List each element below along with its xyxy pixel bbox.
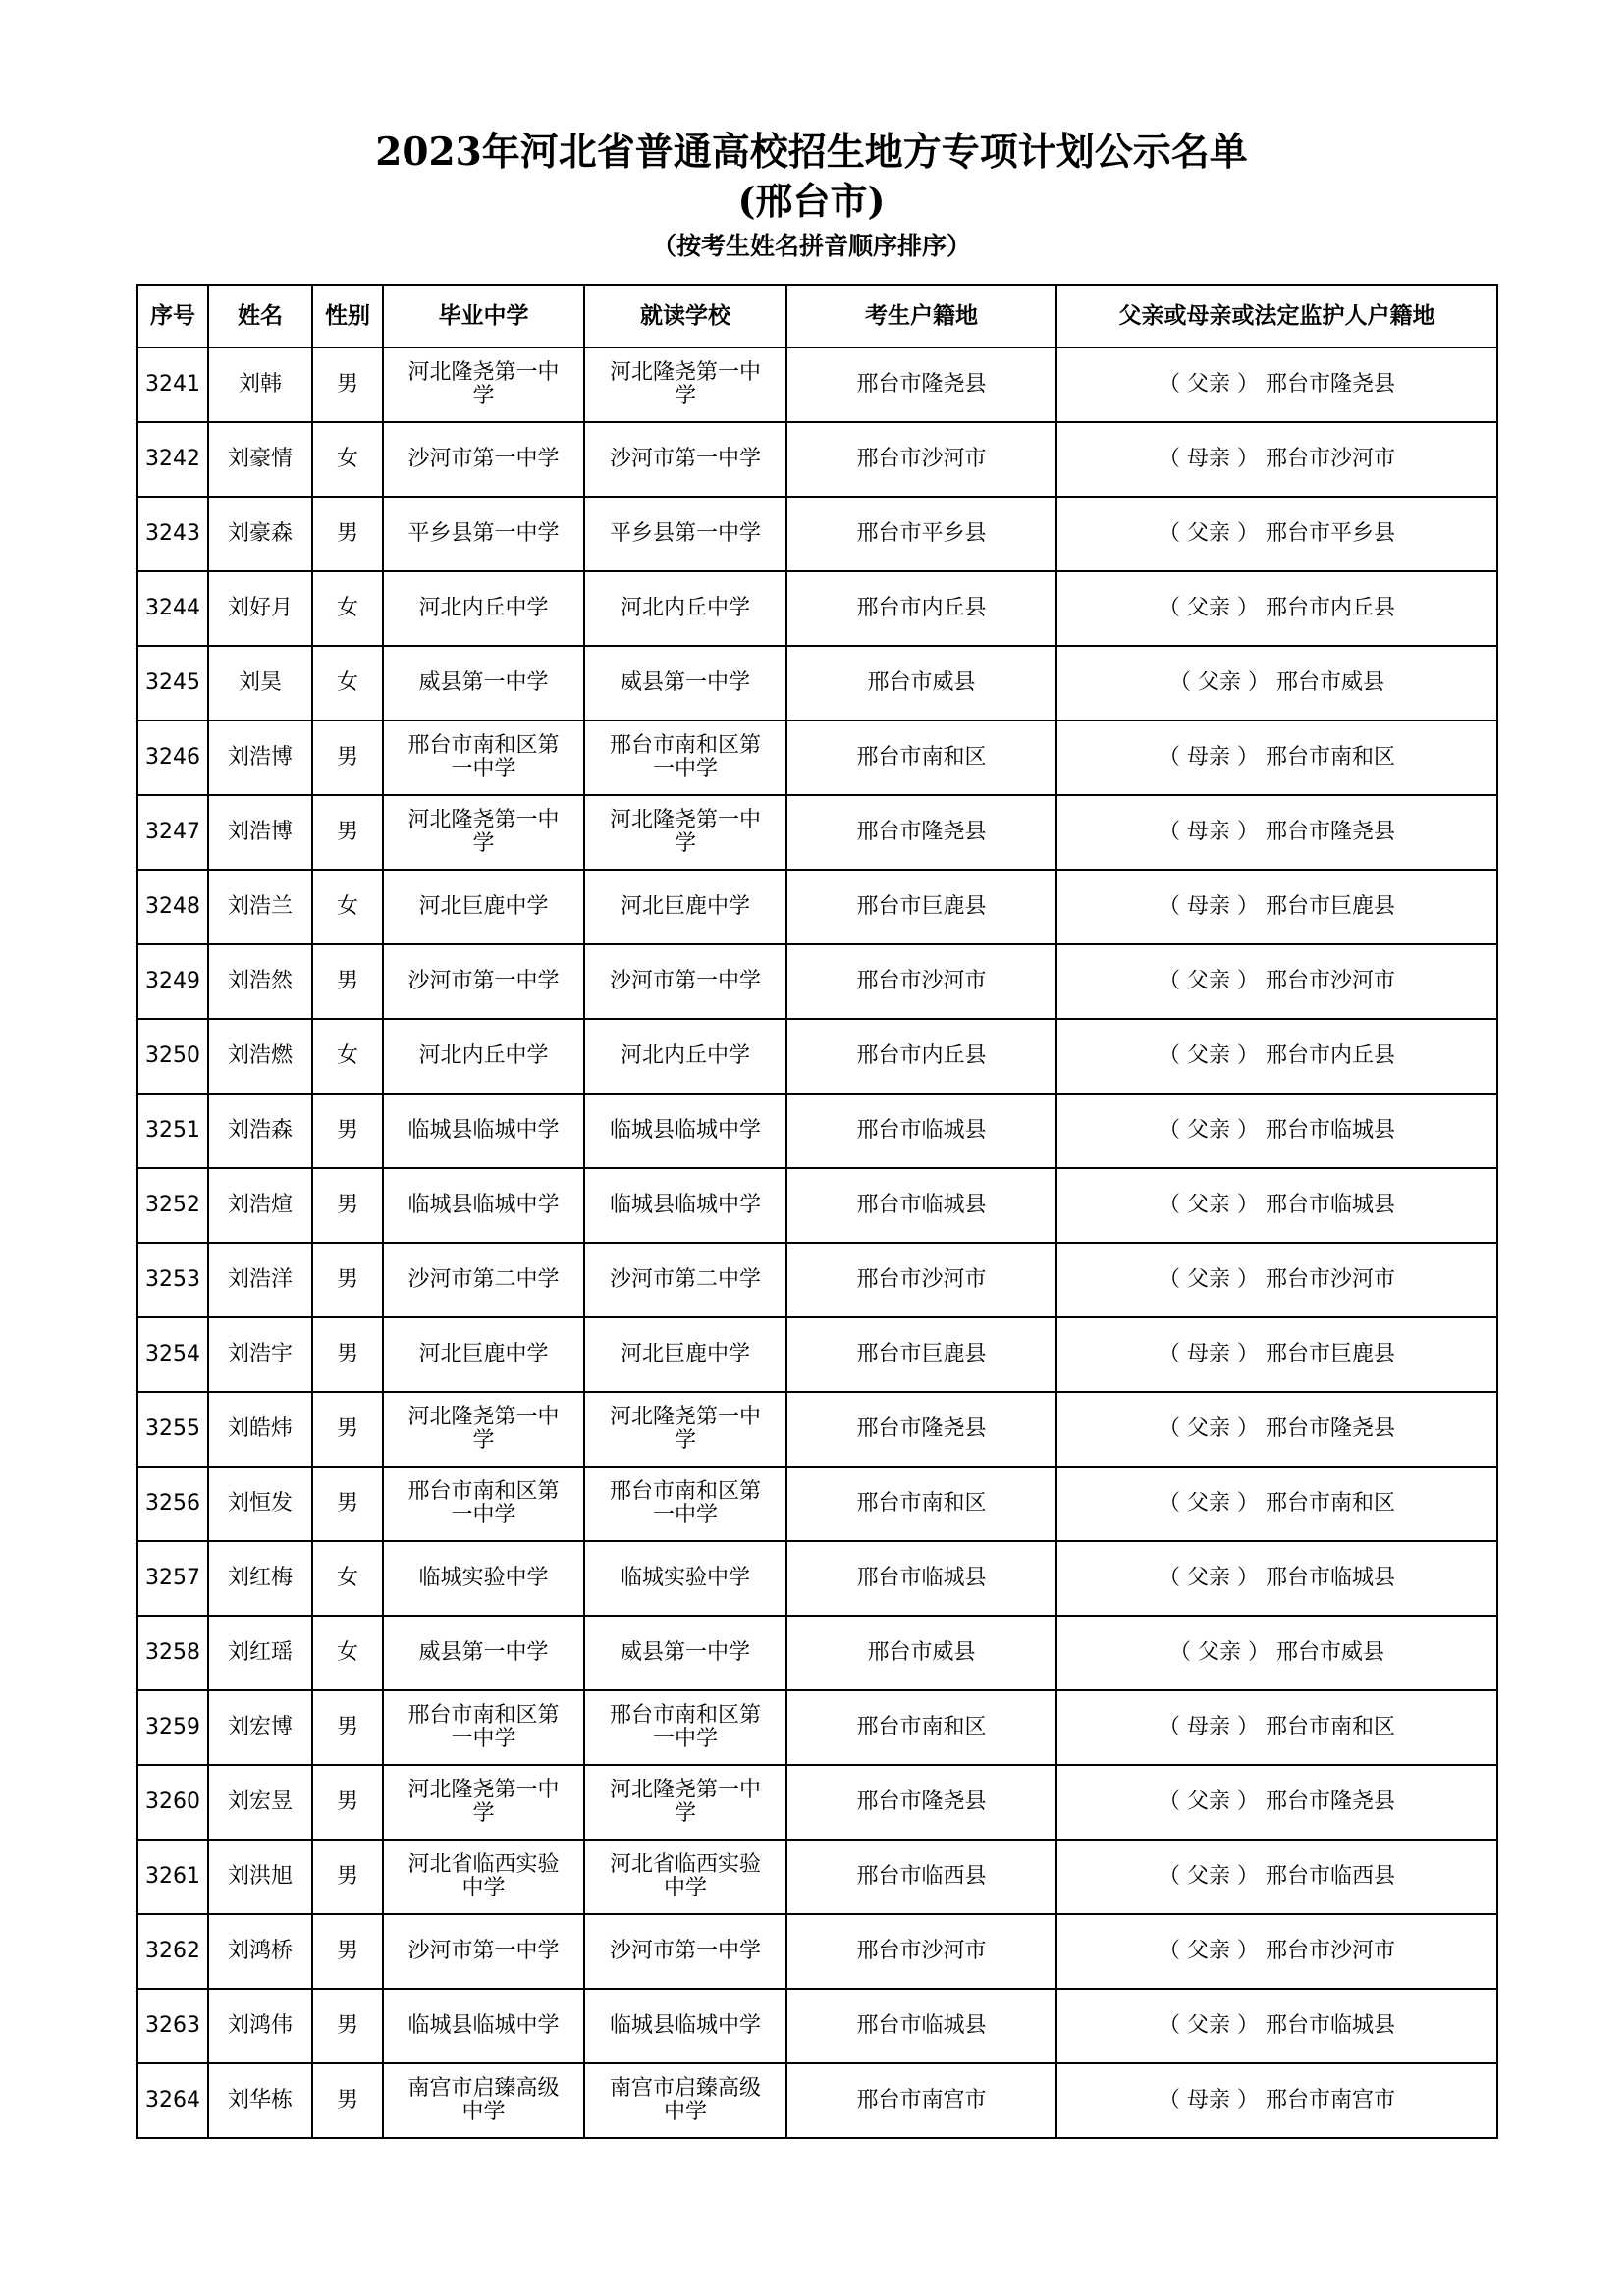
cell-index: 3252 xyxy=(137,1168,208,1243)
page-title: 2023年河北省普通高校招生地方专项计划公示名单 xyxy=(375,130,1248,175)
cell-name: 刘华栋 xyxy=(208,2063,312,2138)
cell-guardian-registration: （ 母亲 ） 邢台市南和区 xyxy=(1056,1690,1497,1765)
cell-household-registration: 邢台市南宫市 xyxy=(786,2063,1056,2138)
column-current-school-header: 就读学校 xyxy=(584,285,786,347)
cell-name: 刘红梅 xyxy=(208,1541,312,1616)
cell-current-school xyxy=(584,1467,786,1541)
cell-index: 3250 xyxy=(137,1019,208,1094)
cell-graduated-school xyxy=(383,422,584,497)
cell-household-registration: 邢台市隆尧县 xyxy=(786,347,1056,422)
cell-current-school xyxy=(584,2063,786,2138)
school-name: 邢台市南和区第一中学 xyxy=(609,733,761,781)
cell-name: 刘浩燃 xyxy=(208,1019,312,1094)
school-name: 河北巨鹿中学 xyxy=(620,894,750,919)
table-row xyxy=(137,497,1497,571)
cell-graduated-school xyxy=(383,1019,584,1094)
cell-household-registration: 邢台市南和区 xyxy=(786,1690,1056,1765)
table-row xyxy=(137,1467,1497,1541)
school-name: 河北隆尧第一中学 xyxy=(609,808,761,856)
table-row xyxy=(137,347,1497,422)
cell-gender: 男 xyxy=(312,1989,383,2063)
cell-name: 刘好月 xyxy=(208,571,312,646)
table-row xyxy=(137,1094,1497,1168)
school-name: 临城县临城中学 xyxy=(609,2013,761,2038)
cell-household-registration: 邢台市南和区 xyxy=(786,721,1056,795)
column-index-header: 序号 xyxy=(137,285,208,347)
cell-name: 刘浩兰 xyxy=(208,870,312,944)
cell-name: 刘韩 xyxy=(208,347,312,422)
cell-gender: 女 xyxy=(312,422,383,497)
cell-gender: 男 xyxy=(312,497,383,571)
school-name: 河北巨鹿中学 xyxy=(620,1342,750,1366)
cell-household-registration: 邢台市沙河市 xyxy=(786,1243,1056,1317)
cell-household-registration: 邢台市南和区 xyxy=(786,1467,1056,1541)
column-name-header: 姓名 xyxy=(208,285,312,347)
cell-graduated-school xyxy=(383,1989,584,2063)
cell-index: 3256 xyxy=(137,1467,208,1541)
cell-graduated-school xyxy=(383,1243,584,1317)
table-row xyxy=(137,1392,1497,1467)
cell-current-school xyxy=(584,1392,786,1467)
cell-name: 刘浩然 xyxy=(208,944,312,1019)
school-name: 沙河市第一中学 xyxy=(407,447,560,471)
cell-gender: 男 xyxy=(312,2063,383,2138)
cell-gender: 男 xyxy=(312,944,383,1019)
school-name: 临城县临城中学 xyxy=(609,1118,761,1143)
cell-current-school xyxy=(584,944,786,1019)
cell-gender: 女 xyxy=(312,1541,383,1616)
cell-graduated-school xyxy=(383,646,584,721)
cell-gender: 男 xyxy=(312,1168,383,1243)
cell-household-registration: 邢台市临城县 xyxy=(786,1094,1056,1168)
school-name: 威县第一中学 xyxy=(620,670,750,695)
cell-guardian-registration: （ 父亲 ） 邢台市平乡县 xyxy=(1056,497,1497,571)
school-name: 邢台市南和区第一中学 xyxy=(407,1479,560,1527)
cell-guardian-registration: （ 父亲 ） 邢台市内丘县 xyxy=(1056,1019,1497,1094)
cell-household-registration: 邢台市隆尧县 xyxy=(786,795,1056,870)
cell-guardian-registration: （ 父亲 ） 邢台市隆尧县 xyxy=(1056,1392,1497,1467)
cell-guardian-registration: （ 母亲 ） 邢台市南宫市 xyxy=(1056,2063,1497,2138)
table-row xyxy=(137,870,1497,944)
cell-graduated-school xyxy=(383,1467,584,1541)
cell-household-registration: 邢台市巨鹿县 xyxy=(786,1317,1056,1392)
cell-graduated-school xyxy=(383,497,584,571)
cell-guardian-registration: （ 父亲 ） 邢台市沙河市 xyxy=(1056,944,1497,1019)
cell-index: 3260 xyxy=(137,1765,208,1840)
cell-index: 3246 xyxy=(137,721,208,795)
cell-gender: 女 xyxy=(312,1616,383,1690)
table-row xyxy=(137,721,1497,795)
school-name: 邢台市南和区第一中学 xyxy=(609,1703,761,1751)
cell-graduated-school xyxy=(383,1541,584,1616)
sort-note: （按考生姓名拼音顺序排序） xyxy=(651,232,971,260)
cell-guardian-registration: （ 父亲 ） 邢台市临城县 xyxy=(1056,1989,1497,2063)
cell-name: 刘浩博 xyxy=(208,795,312,870)
school-name: 邢台市南和区第一中学 xyxy=(609,1479,761,1527)
cell-guardian-registration: （ 母亲 ） 邢台市隆尧县 xyxy=(1056,795,1497,870)
cell-graduated-school xyxy=(383,1765,584,1840)
school-name: 临城县临城中学 xyxy=(407,1118,560,1143)
cell-guardian-registration: （ 母亲 ） 邢台市巨鹿县 xyxy=(1056,1317,1497,1392)
school-name: 南宫市启臻高级中学 xyxy=(609,2076,761,2124)
table-row xyxy=(137,1989,1497,2063)
cell-current-school xyxy=(584,1019,786,1094)
cell-current-school xyxy=(584,347,786,422)
cell-current-school xyxy=(584,1765,786,1840)
cell-current-school xyxy=(584,1616,786,1690)
school-name: 沙河市第一中学 xyxy=(609,447,761,471)
cell-household-registration: 邢台市临城县 xyxy=(786,1989,1056,2063)
cell-name: 刘宏昱 xyxy=(208,1765,312,1840)
table-row xyxy=(137,1019,1497,1094)
cell-current-school xyxy=(584,1840,786,1914)
cell-current-school xyxy=(584,422,786,497)
cell-household-registration: 邢台市隆尧县 xyxy=(786,1765,1056,1840)
cell-household-registration: 邢台市沙河市 xyxy=(786,422,1056,497)
school-name: 河北隆尧第一中学 xyxy=(407,1405,560,1453)
cell-graduated-school xyxy=(383,571,584,646)
table-row xyxy=(137,1765,1497,1840)
cell-index: 3241 xyxy=(137,347,208,422)
cell-current-school xyxy=(584,1243,786,1317)
school-name: 沙河市第一中学 xyxy=(407,1939,560,1963)
cell-graduated-school xyxy=(383,1317,584,1392)
school-name: 邢台市南和区第一中学 xyxy=(407,733,560,781)
column-graduated-school-header: 毕业中学 xyxy=(383,285,584,347)
cell-gender: 男 xyxy=(312,1914,383,1989)
table-row xyxy=(137,1616,1497,1690)
cell-current-school xyxy=(584,1541,786,1616)
cell-index: 3251 xyxy=(137,1094,208,1168)
cell-name: 刘昊 xyxy=(208,646,312,721)
cell-graduated-school xyxy=(383,1094,584,1168)
cell-graduated-school xyxy=(383,870,584,944)
school-name: 河北隆尧第一中学 xyxy=(609,1778,761,1826)
school-name: 平乡县第一中学 xyxy=(407,521,560,546)
table-row xyxy=(137,1541,1497,1616)
cell-household-registration: 邢台市内丘县 xyxy=(786,571,1056,646)
cell-gender: 女 xyxy=(312,571,383,646)
table-row xyxy=(137,571,1497,646)
school-name: 临城实验中学 xyxy=(620,1566,750,1590)
cell-gender: 男 xyxy=(312,1243,383,1317)
cell-current-school xyxy=(584,497,786,571)
cell-gender: 男 xyxy=(312,1317,383,1392)
cell-current-school xyxy=(584,870,786,944)
cell-guardian-registration: （ 父亲 ） 邢台市临城县 xyxy=(1056,1541,1497,1616)
cell-current-school xyxy=(584,1094,786,1168)
cell-index: 3259 xyxy=(137,1690,208,1765)
cell-current-school xyxy=(584,721,786,795)
cell-gender: 男 xyxy=(312,795,383,870)
cell-household-registration: 邢台市威县 xyxy=(786,1616,1056,1690)
cell-index: 3253 xyxy=(137,1243,208,1317)
cell-household-registration: 邢台市临西县 xyxy=(786,1840,1056,1914)
cell-gender: 男 xyxy=(312,1690,383,1765)
cell-guardian-registration: （ 父亲 ） 邢台市沙河市 xyxy=(1056,1243,1497,1317)
cell-gender: 男 xyxy=(312,1392,383,1467)
school-name: 河北隆尧第一中学 xyxy=(407,360,560,408)
school-name: 河北隆尧第一中学 xyxy=(609,360,761,408)
school-name: 河北内丘中学 xyxy=(620,1043,750,1068)
cell-guardian-registration: （ 母亲 ） 邢台市沙河市 xyxy=(1056,422,1497,497)
cell-guardian-registration: （ 父亲 ） 邢台市隆尧县 xyxy=(1056,347,1497,422)
cell-household-registration: 邢台市平乡县 xyxy=(786,497,1056,571)
cell-name: 刘洪旭 xyxy=(208,1840,312,1914)
table-row xyxy=(137,1243,1497,1317)
cell-graduated-school xyxy=(383,1914,584,1989)
header-row xyxy=(137,285,1497,347)
table-row xyxy=(137,1168,1497,1243)
school-name: 沙河市第二中学 xyxy=(609,1267,761,1292)
cell-gender: 女 xyxy=(312,870,383,944)
cell-guardian-registration: （ 母亲 ） 邢台市南和区 xyxy=(1056,721,1497,795)
school-name: 河北隆尧第一中学 xyxy=(407,808,560,856)
school-name: 河北内丘中学 xyxy=(418,596,549,620)
cell-guardian-registration: （ 父亲 ） 邢台市威县 xyxy=(1056,1616,1497,1690)
table-row xyxy=(137,1914,1497,1989)
cell-index: 3249 xyxy=(137,944,208,1019)
cell-household-registration: 邢台市沙河市 xyxy=(786,944,1056,1019)
cell-gender: 男 xyxy=(312,1467,383,1541)
cell-guardian-registration: （ 母亲 ） 邢台市巨鹿县 xyxy=(1056,870,1497,944)
school-name: 河北隆尧第一中学 xyxy=(407,1778,560,1826)
cell-name: 刘红瑶 xyxy=(208,1616,312,1690)
cell-index: 3244 xyxy=(137,571,208,646)
cell-graduated-school xyxy=(383,347,584,422)
cell-current-school xyxy=(584,1914,786,1989)
cell-graduated-school xyxy=(383,1392,584,1467)
cell-current-school xyxy=(584,1690,786,1765)
table-row xyxy=(137,1840,1497,1914)
cell-gender: 女 xyxy=(312,646,383,721)
cell-current-school xyxy=(584,1168,786,1243)
school-name: 临城县临城中学 xyxy=(407,2013,560,2038)
school-name: 威县第一中学 xyxy=(418,1640,549,1665)
cell-gender: 男 xyxy=(312,1840,383,1914)
cell-household-registration: 邢台市临城县 xyxy=(786,1541,1056,1616)
cell-index: 3255 xyxy=(137,1392,208,1467)
school-name: 平乡县第一中学 xyxy=(609,521,761,546)
cell-index: 3258 xyxy=(137,1616,208,1690)
cell-household-registration: 邢台市巨鹿县 xyxy=(786,870,1056,944)
cell-index: 3261 xyxy=(137,1840,208,1914)
cell-name: 刘浩博 xyxy=(208,721,312,795)
cell-graduated-school xyxy=(383,1690,584,1765)
cell-graduated-school xyxy=(383,2063,584,2138)
cell-guardian-registration: （ 父亲 ） 邢台市内丘县 xyxy=(1056,571,1497,646)
cell-index: 3263 xyxy=(137,1989,208,2063)
cell-household-registration: 邢台市隆尧县 xyxy=(786,1392,1056,1467)
cell-current-school xyxy=(584,571,786,646)
table-row xyxy=(137,422,1497,497)
cell-current-school xyxy=(584,1989,786,2063)
column-guardian-registration-header: 父亲或母亲或法定监护人户籍地 xyxy=(1056,285,1497,347)
cell-name: 刘宏博 xyxy=(208,1690,312,1765)
cell-household-registration: 邢台市沙河市 xyxy=(786,1914,1056,1989)
cell-name: 刘豪情 xyxy=(208,422,312,497)
cell-index: 3243 xyxy=(137,497,208,571)
cell-graduated-school xyxy=(383,795,584,870)
table-body xyxy=(137,347,1497,2138)
cell-guardian-registration: （ 父亲 ） 邢台市隆尧县 xyxy=(1056,1765,1497,1840)
cell-index: 3242 xyxy=(137,422,208,497)
cell-graduated-school xyxy=(383,721,584,795)
cell-guardian-registration: （ 父亲 ） 邢台市沙河市 xyxy=(1056,1914,1497,1989)
school-name: 沙河市第二中学 xyxy=(407,1267,560,1292)
school-name: 河北省临西实验中学 xyxy=(609,1852,761,1900)
school-name: 临城县临城中学 xyxy=(609,1193,761,1217)
table-row xyxy=(137,944,1497,1019)
school-name: 河北内丘中学 xyxy=(620,596,750,620)
table-row xyxy=(137,1690,1497,1765)
school-name: 河北隆尧第一中学 xyxy=(609,1405,761,1453)
school-name: 沙河市第一中学 xyxy=(407,969,560,993)
cell-index: 3257 xyxy=(137,1541,208,1616)
school-name: 沙河市第一中学 xyxy=(609,969,761,993)
cell-graduated-school xyxy=(383,944,584,1019)
roster-table xyxy=(136,284,1498,2139)
cell-index: 3248 xyxy=(137,870,208,944)
cell-gender: 男 xyxy=(312,1094,383,1168)
school-name: 临城县临城中学 xyxy=(407,1193,560,1217)
cell-guardian-registration: （ 父亲 ） 邢台市临城县 xyxy=(1056,1094,1497,1168)
cell-name: 刘恒发 xyxy=(208,1467,312,1541)
cell-graduated-school xyxy=(383,1616,584,1690)
cell-name: 刘浩森 xyxy=(208,1094,312,1168)
school-name: 河北巨鹿中学 xyxy=(418,1342,549,1366)
school-name: 河北省临西实验中学 xyxy=(407,1852,560,1900)
cell-index: 3247 xyxy=(137,795,208,870)
table-row xyxy=(137,2063,1497,2138)
cell-current-school xyxy=(584,795,786,870)
cell-guardian-registration: （ 父亲 ） 邢台市威县 xyxy=(1056,646,1497,721)
cell-graduated-school xyxy=(383,1168,584,1243)
cell-guardian-registration: （ 父亲 ） 邢台市临西县 xyxy=(1056,1840,1497,1914)
school-name: 河北内丘中学 xyxy=(418,1043,549,1068)
cell-graduated-school xyxy=(383,1840,584,1914)
table-row xyxy=(137,1317,1497,1392)
school-name: 邢台市南和区第一中学 xyxy=(407,1703,560,1751)
school-name: 沙河市第一中学 xyxy=(609,1939,761,1963)
cell-name: 刘豪森 xyxy=(208,497,312,571)
cell-household-registration: 邢台市威县 xyxy=(786,646,1056,721)
cell-gender: 男 xyxy=(312,347,383,422)
cell-name: 刘鸿桥 xyxy=(208,1914,312,1989)
school-name: 威县第一中学 xyxy=(418,670,549,695)
cell-name: 刘浩宇 xyxy=(208,1317,312,1392)
cell-guardian-registration: （ 父亲 ） 邢台市南和区 xyxy=(1056,1467,1497,1541)
page-subtitle: (邢台市) xyxy=(737,179,886,223)
school-name: 河北巨鹿中学 xyxy=(418,894,549,919)
cell-name: 刘浩煊 xyxy=(208,1168,312,1243)
school-name: 威县第一中学 xyxy=(620,1640,750,1665)
school-name: 南宫市启臻高级中学 xyxy=(407,2076,560,2124)
school-name: 临城实验中学 xyxy=(418,1566,549,1590)
cell-name: 刘皓炜 xyxy=(208,1392,312,1467)
cell-household-registration: 邢台市临城县 xyxy=(786,1168,1056,1243)
cell-index: 3264 xyxy=(137,2063,208,2138)
cell-household-registration: 邢台市内丘县 xyxy=(786,1019,1056,1094)
cell-name: 刘鸿伟 xyxy=(208,1989,312,2063)
table-row xyxy=(137,795,1497,870)
cell-index: 3254 xyxy=(137,1317,208,1392)
cell-gender: 男 xyxy=(312,721,383,795)
cell-gender: 女 xyxy=(312,1019,383,1094)
cell-name: 刘浩洋 xyxy=(208,1243,312,1317)
table-row xyxy=(137,646,1497,721)
column-gender-header: 性别 xyxy=(312,285,383,347)
column-household-registration-header: 考生户籍地 xyxy=(786,285,1056,347)
cell-index: 3245 xyxy=(137,646,208,721)
cell-current-school xyxy=(584,1317,786,1392)
cell-gender: 男 xyxy=(312,1765,383,1840)
cell-index: 3262 xyxy=(137,1914,208,1989)
cell-current-school xyxy=(584,646,786,721)
cell-guardian-registration: （ 父亲 ） 邢台市临城县 xyxy=(1056,1168,1497,1243)
